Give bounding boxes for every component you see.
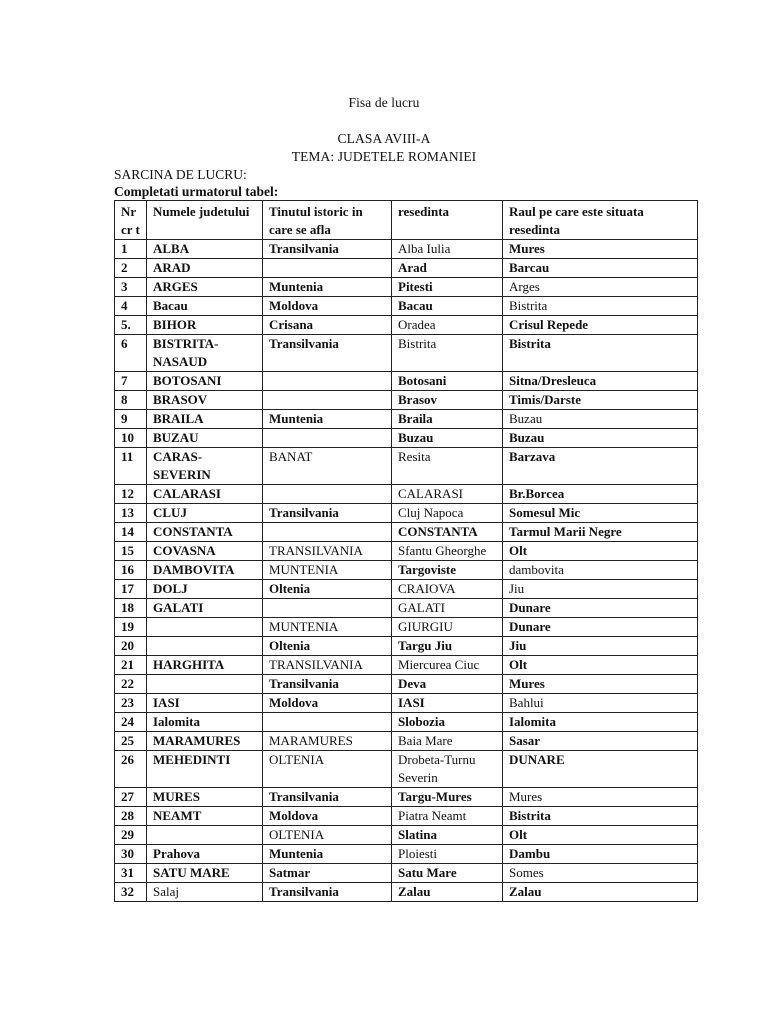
historic-region: TRANSILVANIA — [263, 542, 392, 561]
table-row — [115, 240, 698, 259]
historic-region — [263, 599, 392, 618]
river: Olt — [503, 656, 698, 675]
county-seat: Braila — [392, 410, 503, 429]
river: Olt — [503, 542, 698, 561]
river: Bahlui — [503, 694, 698, 713]
row-number: 14 — [115, 523, 147, 542]
historic-region: Transilvania — [263, 504, 392, 523]
counties-table — [114, 200, 698, 902]
river: Dambu — [503, 845, 698, 864]
county-seat: Slatina — [392, 826, 503, 845]
county-name: DAMBOVITA — [147, 561, 263, 580]
table-row — [115, 713, 698, 732]
row-number: 2 — [115, 259, 147, 278]
row-number: 29 — [115, 826, 147, 845]
historic-region: Transilvania — [263, 788, 392, 807]
county-name: BUZAU — [147, 429, 263, 448]
row-number: 22 — [115, 675, 147, 694]
row-number: 18 — [115, 599, 147, 618]
table-row — [115, 410, 698, 429]
table-row — [115, 656, 698, 675]
table-row — [115, 807, 698, 826]
county-seat: CONSTANTA — [392, 523, 503, 542]
river: Mures — [503, 675, 698, 694]
river: Dunare — [503, 599, 698, 618]
row-number: 1 — [115, 240, 147, 259]
county-seat: Resita — [392, 448, 503, 485]
table-row — [115, 864, 698, 883]
river: Crisul Repede — [503, 316, 698, 335]
row-number: 26 — [115, 751, 147, 788]
historic-region: Transilvania — [263, 675, 392, 694]
county-seat: GALATI — [392, 599, 503, 618]
row-number: 5. — [115, 316, 147, 335]
table-row — [115, 751, 698, 788]
theme-line: TEMA: JUDETELE ROMANIEI — [291, 149, 477, 164]
county-seat: Satu Mare — [392, 864, 503, 883]
county-name: SATU MARE — [147, 864, 263, 883]
river: Sasar — [503, 732, 698, 751]
table-row — [115, 278, 698, 297]
river: Arges — [503, 278, 698, 297]
river: Timis/Darste — [503, 391, 698, 410]
county-name: NEAMT — [147, 807, 263, 826]
row-number: 6 — [115, 335, 147, 372]
row-number: 10 — [115, 429, 147, 448]
river: Barcau — [503, 259, 698, 278]
instruction-line: Completati urmatorul tabel: — [114, 184, 279, 199]
header-nr: Nr cr t — [115, 201, 147, 240]
row-number: 13 — [115, 504, 147, 523]
historic-region: Moldova — [263, 297, 392, 316]
county-name: ARAD — [147, 259, 263, 278]
historic-region: Muntenia — [263, 278, 392, 297]
county-seat: Drobeta-Turnu Severin — [392, 751, 503, 788]
table-row — [115, 618, 698, 637]
county-seat: IASI — [392, 694, 503, 713]
river: Buzau — [503, 429, 698, 448]
county-name: BISTRITA-NASAUD — [147, 335, 263, 372]
table-row — [115, 297, 698, 316]
historic-region: Oltenia — [263, 580, 392, 599]
table-row — [115, 883, 698, 902]
historic-region — [263, 391, 392, 410]
table-row — [115, 826, 698, 845]
historic-region: Oltenia — [263, 637, 392, 656]
county-name — [147, 618, 263, 637]
worksheet-title: Fisa de lucru — [348, 95, 420, 110]
county-name: CALARASI — [147, 485, 263, 504]
county-seat: Slobozia — [392, 713, 503, 732]
county-name: GALATI — [147, 599, 263, 618]
row-number: 7 — [115, 372, 147, 391]
county-seat: Bacau — [392, 297, 503, 316]
row-number: 28 — [115, 807, 147, 826]
county-name: HARGHITA — [147, 656, 263, 675]
historic-region: Satmar — [263, 864, 392, 883]
header-county-name: Numele judetului — [147, 201, 263, 240]
historic-region: Muntenia — [263, 845, 392, 864]
historic-region: Crisana — [263, 316, 392, 335]
row-number: 8 — [115, 391, 147, 410]
historic-region: Moldova — [263, 807, 392, 826]
county-name — [147, 826, 263, 845]
county-seat: Piatra Neamt — [392, 807, 503, 826]
row-number: 4 — [115, 297, 147, 316]
task-line: SARCINA DE LUCRU: — [114, 167, 247, 182]
historic-region: OLTENIA — [263, 751, 392, 788]
row-number: 9 — [115, 410, 147, 429]
row-number: 20 — [115, 637, 147, 656]
table-row — [115, 580, 698, 599]
table-row — [115, 372, 698, 391]
row-number: 19 — [115, 618, 147, 637]
row-number: 16 — [115, 561, 147, 580]
table-row — [115, 845, 698, 864]
table-row — [115, 542, 698, 561]
county-seat: Baia Mare — [392, 732, 503, 751]
river: Barzava — [503, 448, 698, 485]
county-name: ARGES — [147, 278, 263, 297]
row-number: 17 — [115, 580, 147, 599]
historic-region: OLTENIA — [263, 826, 392, 845]
table-row — [115, 448, 698, 485]
row-number: 11 — [115, 448, 147, 485]
river: Bistrita — [503, 807, 698, 826]
county-seat: Sfantu Gheorghe — [392, 542, 503, 561]
county-name: MURES — [147, 788, 263, 807]
county-seat: Ploiesti — [392, 845, 503, 864]
county-seat: Cluj Napoca — [392, 504, 503, 523]
county-name: ALBA — [147, 240, 263, 259]
county-seat: Zalau — [392, 883, 503, 902]
county-name: MARAMURES — [147, 732, 263, 751]
river: Buzau — [503, 410, 698, 429]
table-row — [115, 391, 698, 410]
county-name: DOLJ — [147, 580, 263, 599]
header-river: Raul pe care este situata resedinta — [503, 201, 698, 240]
county-seat: Brasov — [392, 391, 503, 410]
river: Tarmul Marii Negre — [503, 523, 698, 542]
county-name — [147, 637, 263, 656]
county-name: BRASOV — [147, 391, 263, 410]
historic-region: BANAT — [263, 448, 392, 485]
river: Mures — [503, 240, 698, 259]
county-name: BIHOR — [147, 316, 263, 335]
historic-region: MUNTENIA — [263, 561, 392, 580]
historic-region — [263, 713, 392, 732]
table-row — [115, 259, 698, 278]
county-seat: GIURGIU — [392, 618, 503, 637]
county-name: CLUJ — [147, 504, 263, 523]
historic-region: TRANSILVANIA — [263, 656, 392, 675]
county-seat: Miercurea Ciuc — [392, 656, 503, 675]
row-number: 31 — [115, 864, 147, 883]
table-row — [115, 637, 698, 656]
table-row — [115, 335, 698, 372]
table-row — [115, 485, 698, 504]
table-row — [115, 316, 698, 335]
river: Dunare — [503, 618, 698, 637]
county-seat: Pitesti — [392, 278, 503, 297]
table-row — [115, 429, 698, 448]
county-seat: Targoviste — [392, 561, 503, 580]
county-name: CONSTANTA — [147, 523, 263, 542]
historic-region — [263, 429, 392, 448]
row-number: 30 — [115, 845, 147, 864]
header-seat: resedinta — [392, 201, 503, 240]
river: Br.Borcea — [503, 485, 698, 504]
table-row — [115, 599, 698, 618]
table-row — [115, 732, 698, 751]
county-name: BRAILA — [147, 410, 263, 429]
river: Bistrita — [503, 335, 698, 372]
table-row — [115, 523, 698, 542]
historic-region: Transilvania — [263, 240, 392, 259]
table-header-row — [115, 201, 698, 240]
river: DUNARE — [503, 751, 698, 788]
county-name: Salaj — [147, 883, 263, 902]
historic-region: Muntenia — [263, 410, 392, 429]
county-seat: Bistrita — [392, 335, 503, 372]
class-line: CLASA AVIII-A — [337, 131, 431, 146]
county-name: IASI — [147, 694, 263, 713]
county-seat: CRAIOVA — [392, 580, 503, 599]
county-seat: Alba Iulia — [392, 240, 503, 259]
river: Zalau — [503, 883, 698, 902]
table-row — [115, 675, 698, 694]
historic-region: MARAMURES — [263, 732, 392, 751]
county-name: MEHEDINTI — [147, 751, 263, 788]
historic-region: Transilvania — [263, 335, 392, 372]
table-row — [115, 504, 698, 523]
row-number: 21 — [115, 656, 147, 675]
historic-region: Moldova — [263, 694, 392, 713]
row-number: 25 — [115, 732, 147, 751]
county-seat: Targu Jiu — [392, 637, 503, 656]
county-seat: Deva — [392, 675, 503, 694]
river: Bistrita — [503, 297, 698, 316]
county-name — [147, 675, 263, 694]
historic-region — [263, 372, 392, 391]
row-number: 27 — [115, 788, 147, 807]
county-name: Prahova — [147, 845, 263, 864]
historic-region — [263, 485, 392, 504]
table-row — [115, 694, 698, 713]
county-seat: Buzau — [392, 429, 503, 448]
row-number: 32 — [115, 883, 147, 902]
row-number: 24 — [115, 713, 147, 732]
table-body — [115, 240, 698, 902]
table-row — [115, 561, 698, 580]
row-number: 3 — [115, 278, 147, 297]
river: dambovita — [503, 561, 698, 580]
row-number: 23 — [115, 694, 147, 713]
row-number: 15 — [115, 542, 147, 561]
historic-region: Transilvania — [263, 883, 392, 902]
county-name: Ialomita — [147, 713, 263, 732]
river: Somesul Mic — [503, 504, 698, 523]
county-name: Bacau — [147, 297, 263, 316]
county-name: CARAS-SEVERIN — [147, 448, 263, 485]
table-row — [115, 788, 698, 807]
river: Somes — [503, 864, 698, 883]
county-name: BOTOSANI — [147, 372, 263, 391]
county-name: COVASNA — [147, 542, 263, 561]
county-seat: Targu-Mures — [392, 788, 503, 807]
county-seat: Arad — [392, 259, 503, 278]
river: Ialomita — [503, 713, 698, 732]
county-seat: Oradea — [392, 316, 503, 335]
county-seat: CALARASI — [392, 485, 503, 504]
river: Olt — [503, 826, 698, 845]
river: Jiu — [503, 637, 698, 656]
historic-region — [263, 523, 392, 542]
header-historic-region: Tinutul istoric in care se afla — [263, 201, 392, 240]
historic-region — [263, 259, 392, 278]
row-number: 12 — [115, 485, 147, 504]
river: Jiu — [503, 580, 698, 599]
river: Mures — [503, 788, 698, 807]
county-seat: Botosani — [392, 372, 503, 391]
river: Sitna/Dresleuca — [503, 372, 698, 391]
historic-region: MUNTENIA — [263, 618, 392, 637]
